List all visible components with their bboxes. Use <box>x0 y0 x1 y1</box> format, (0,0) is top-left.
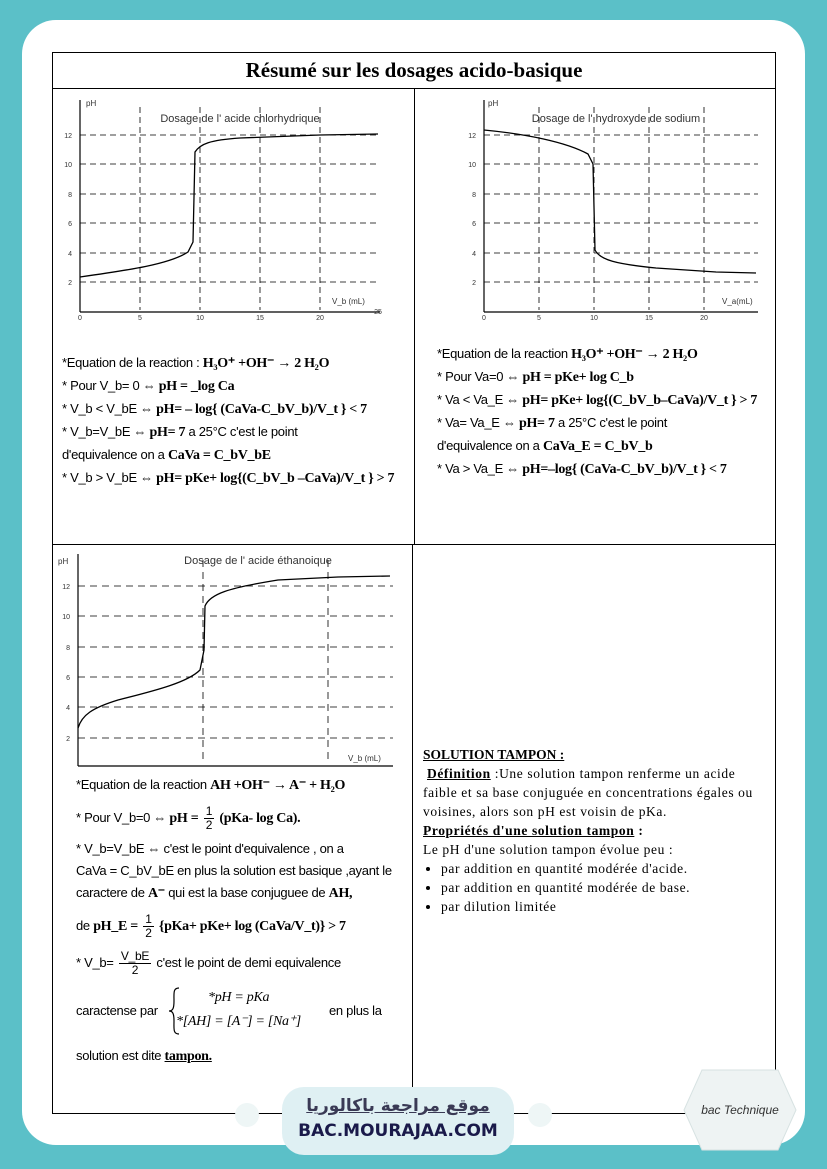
eq3-line: CaVa = C_bV_bE en plus la solution est basique ,ayant le <box>76 863 392 878</box>
chart-acetic-ytick: 10 <box>62 614 70 621</box>
eq3-line: * V_b= <box>76 954 114 970</box>
eq1-line: * Pour V_b= 0 ⇔ <box>62 378 156 393</box>
eq1-formula: pH = _log Ca <box>158 379 235 394</box>
row-divider <box>52 544 776 545</box>
eq3-formula: *[AH] = [A⁻] = [Na⁺] <box>176 1014 301 1029</box>
chart-acetic <box>58 550 398 772</box>
chart-hcl-xtick: 5 <box>138 315 142 322</box>
eq3-line: c'est le point de demi equivalence <box>156 954 341 970</box>
chart-hcl-xtick: 20 <box>316 315 324 322</box>
eq2-formula: pH=–log{ (CaVa-C_bV_b)/V_t } < 7 <box>522 462 727 477</box>
chart-naoh-xlabel: V_a(mL) <box>722 297 753 306</box>
chart-acetic-ytick: 12 <box>62 584 70 591</box>
eq1-formula: H₃O⁺ +OH⁻ → 2 H₂O <box>202 356 330 371</box>
eq1-line: a 25°C c'est le point <box>188 424 298 439</box>
chart-hcl-xtick: 25 <box>374 309 382 316</box>
eq3-formula: {pKa+ pKe+ log (CaVa/V_t)} > 7 <box>158 918 346 934</box>
eq2-line: a 25°C c'est le point <box>557 415 668 430</box>
chart-hcl-xtick: 10 <box>196 315 204 322</box>
chart-hcl-ytick: 6 <box>68 221 72 228</box>
eq3-line: en plus la <box>329 1003 382 1018</box>
eq2-formula: pH = pKe+ log C_b <box>522 370 634 385</box>
chart-hcl-ytick: 12 <box>64 133 72 140</box>
chart-hcl-xlabel: V_b (mL) <box>332 297 365 306</box>
chart-acetic-ylabel: pH <box>58 557 69 566</box>
chart-acetic-xlabel: V_b (mL) <box>348 754 381 763</box>
eq1-formula: pH= – log{ (CaVa-C_bV_b)/V_t } < 7 <box>156 402 367 417</box>
eq3-formula: pH_E = <box>93 918 138 934</box>
badge-text: bac Technique <box>701 1103 779 1117</box>
chart-hcl-ytick: 4 <box>68 251 72 258</box>
chart-naoh-title: Dosage de l' hydroxyde de sodium <box>531 113 701 125</box>
definition-label: Définition <box>426 766 491 781</box>
chart-naoh <box>466 92 766 322</box>
eq3-formula: *pH = pKa <box>208 990 270 1005</box>
eq3-formula: (pKa- log Ca). <box>219 810 301 826</box>
properties-label: Propriétés d'une solution tampon <box>423 823 635 838</box>
eq3-line: caractere de <box>76 885 145 900</box>
column-divider-top <box>414 88 415 544</box>
eq1-line: * V_b > V_bE ⇔ <box>62 470 153 485</box>
chart-naoh-ytick: 10 <box>468 162 476 169</box>
eq2-line: d'equivalence on a <box>437 438 540 453</box>
equations-naoh <box>437 343 757 481</box>
chart-hcl-xtick: 0 <box>78 315 82 322</box>
eq2-line: *Equation de la reaction <box>437 346 568 361</box>
chart-naoh-ylabel: pH <box>488 99 499 108</box>
eq1-formula: pH= 7 <box>149 425 186 440</box>
footer-banner[interactable] <box>282 1087 514 1155</box>
chart-naoh-xtick: 5 <box>537 315 541 322</box>
logo-right-icon <box>528 1103 552 1127</box>
equations-hcl <box>62 352 394 490</box>
eq1-line: * V_b < V_bE ⇔ <box>62 401 153 416</box>
chart-acetic-ytick: 2 <box>66 736 70 743</box>
footer-site-link[interactable]: BAC.MOURAJAA.COM <box>298 1121 498 1141</box>
eq3-line: caractense par <box>76 1003 158 1018</box>
properties-list <box>423 859 768 916</box>
list-item: • par addition en quantité modérée de base. <box>441 878 768 897</box>
eq3-fraction: $\frac{V\_bE}{2}$ <box>120 949 150 977</box>
chart-hcl-title: Dosage de l' acide chlorhydrique <box>160 113 320 125</box>
chart-acetic-title: Dosage de l' acide éthanoique <box>184 555 332 567</box>
eq2-formula: H₃O⁺ +OH⁻ → 2 H₂O <box>571 347 698 362</box>
eq1-line: *Equation de la reaction : <box>62 355 200 370</box>
equations-acetic <box>76 774 392 1068</box>
tampon-heading: SOLUTION TAMPON : <box>423 747 565 762</box>
chart-hcl-ytick: 2 <box>68 280 72 287</box>
eq3-fraction: $\frac{1}{2}$ <box>145 912 152 940</box>
chart-naoh-xtick: 20 <box>700 315 708 322</box>
definition-text: :Une solution tampon renferme un acide faible et sa base conjuguée en concentrations égales ou voisines, alors son pH est voisin de pKa. <box>423 766 753 819</box>
eq2-line: * Va > Va_E ⇔ <box>437 461 519 476</box>
eq2-line: * Pour Va=0 ⇔ <box>437 369 520 384</box>
chart-acetic-ytick: 6 <box>66 675 70 682</box>
chart-naoh-ytick: 8 <box>472 192 476 199</box>
eq3-line: qui est la base conjuguee de <box>168 885 326 900</box>
column-divider-bottom <box>412 544 413 1114</box>
tampon-definition <box>423 764 768 821</box>
chart-naoh-ytick: 12 <box>468 133 476 140</box>
eq3-line: * Pour V_b=0 ⇔ <box>76 809 167 825</box>
properties-colon: : <box>634 823 644 838</box>
logo-left-icon <box>235 1103 259 1127</box>
eq2-formula: pH= 7 <box>518 416 555 431</box>
page-title: Résumé sur les dosages acido-basique <box>245 58 583 82</box>
eq3-formula: AH +OH⁻ → A⁻ + H₂O <box>210 778 346 793</box>
eq1-line: * V_b=V_bE ⇔ <box>62 424 147 439</box>
list-item: • par addition en quantité modérée d'acide. <box>441 859 768 878</box>
eq3-formula: pH = <box>169 810 199 826</box>
chart-naoh-ytick: 2 <box>472 280 476 287</box>
chart-naoh-xtick: 10 <box>590 315 598 322</box>
eq2-line: * Va < Va_E ⇔ <box>437 392 519 407</box>
chart-hcl-xtick: 15 <box>256 315 264 322</box>
eq1-formula: CaVa = C_bV_bE <box>167 448 271 463</box>
solution-tampon-section <box>423 745 768 916</box>
eq3-line: solution est dite <box>76 1048 162 1063</box>
chart-naoh-ytick: 6 <box>472 221 476 228</box>
chart-naoh-ytick: 4 <box>472 251 476 258</box>
chart-hcl-ylabel: pH <box>86 99 97 108</box>
eq3-line: de <box>76 917 90 933</box>
eq1-line: d'equivalence on a <box>62 447 165 462</box>
chart-hcl-ytick: 10 <box>64 162 72 169</box>
eq3-formula: A⁻ <box>147 886 165 901</box>
eq3-line: * V_b=V_bE ⇔ c'est le point d'equivalence , on a <box>76 841 344 856</box>
list-item: • par dilution limitée <box>441 897 768 916</box>
properties-text: Le pH d'une solution tampon évolue peu : <box>423 842 674 857</box>
eq2-formula: CaVa_E = C_bV_b <box>542 439 653 454</box>
eq1-formula: pH= pKe+ log{(C_bV_b –CaVa)/V_t } > 7 <box>156 471 395 486</box>
chart-acetic-ytick: 8 <box>66 645 70 652</box>
chart-naoh-xtick: 0 <box>482 315 486 322</box>
chart-acetic-ytick: 4 <box>66 705 70 712</box>
chart-hcl-ytick: 8 <box>68 192 72 199</box>
eq3-line: *Equation de la reaction <box>76 777 207 792</box>
eq3-formula: tampon. <box>164 1049 212 1064</box>
chart-naoh-xtick: 15 <box>645 315 653 322</box>
eq2-line: * Va= Va_E ⇔ <box>437 415 516 430</box>
eq3-formula: AH, <box>328 886 353 901</box>
footer-arabic-text: موقع مراجعة باكالوريا <box>306 1096 490 1116</box>
eq2-formula: pH= pKe+ log{(C_bV_b–CaVa)/V_t } > 7 <box>522 393 758 408</box>
chart-hcl <box>60 92 390 322</box>
bac-technique-badge <box>682 1068 798 1152</box>
eq3-fraction: $\frac{1}{2}$ <box>205 804 213 832</box>
